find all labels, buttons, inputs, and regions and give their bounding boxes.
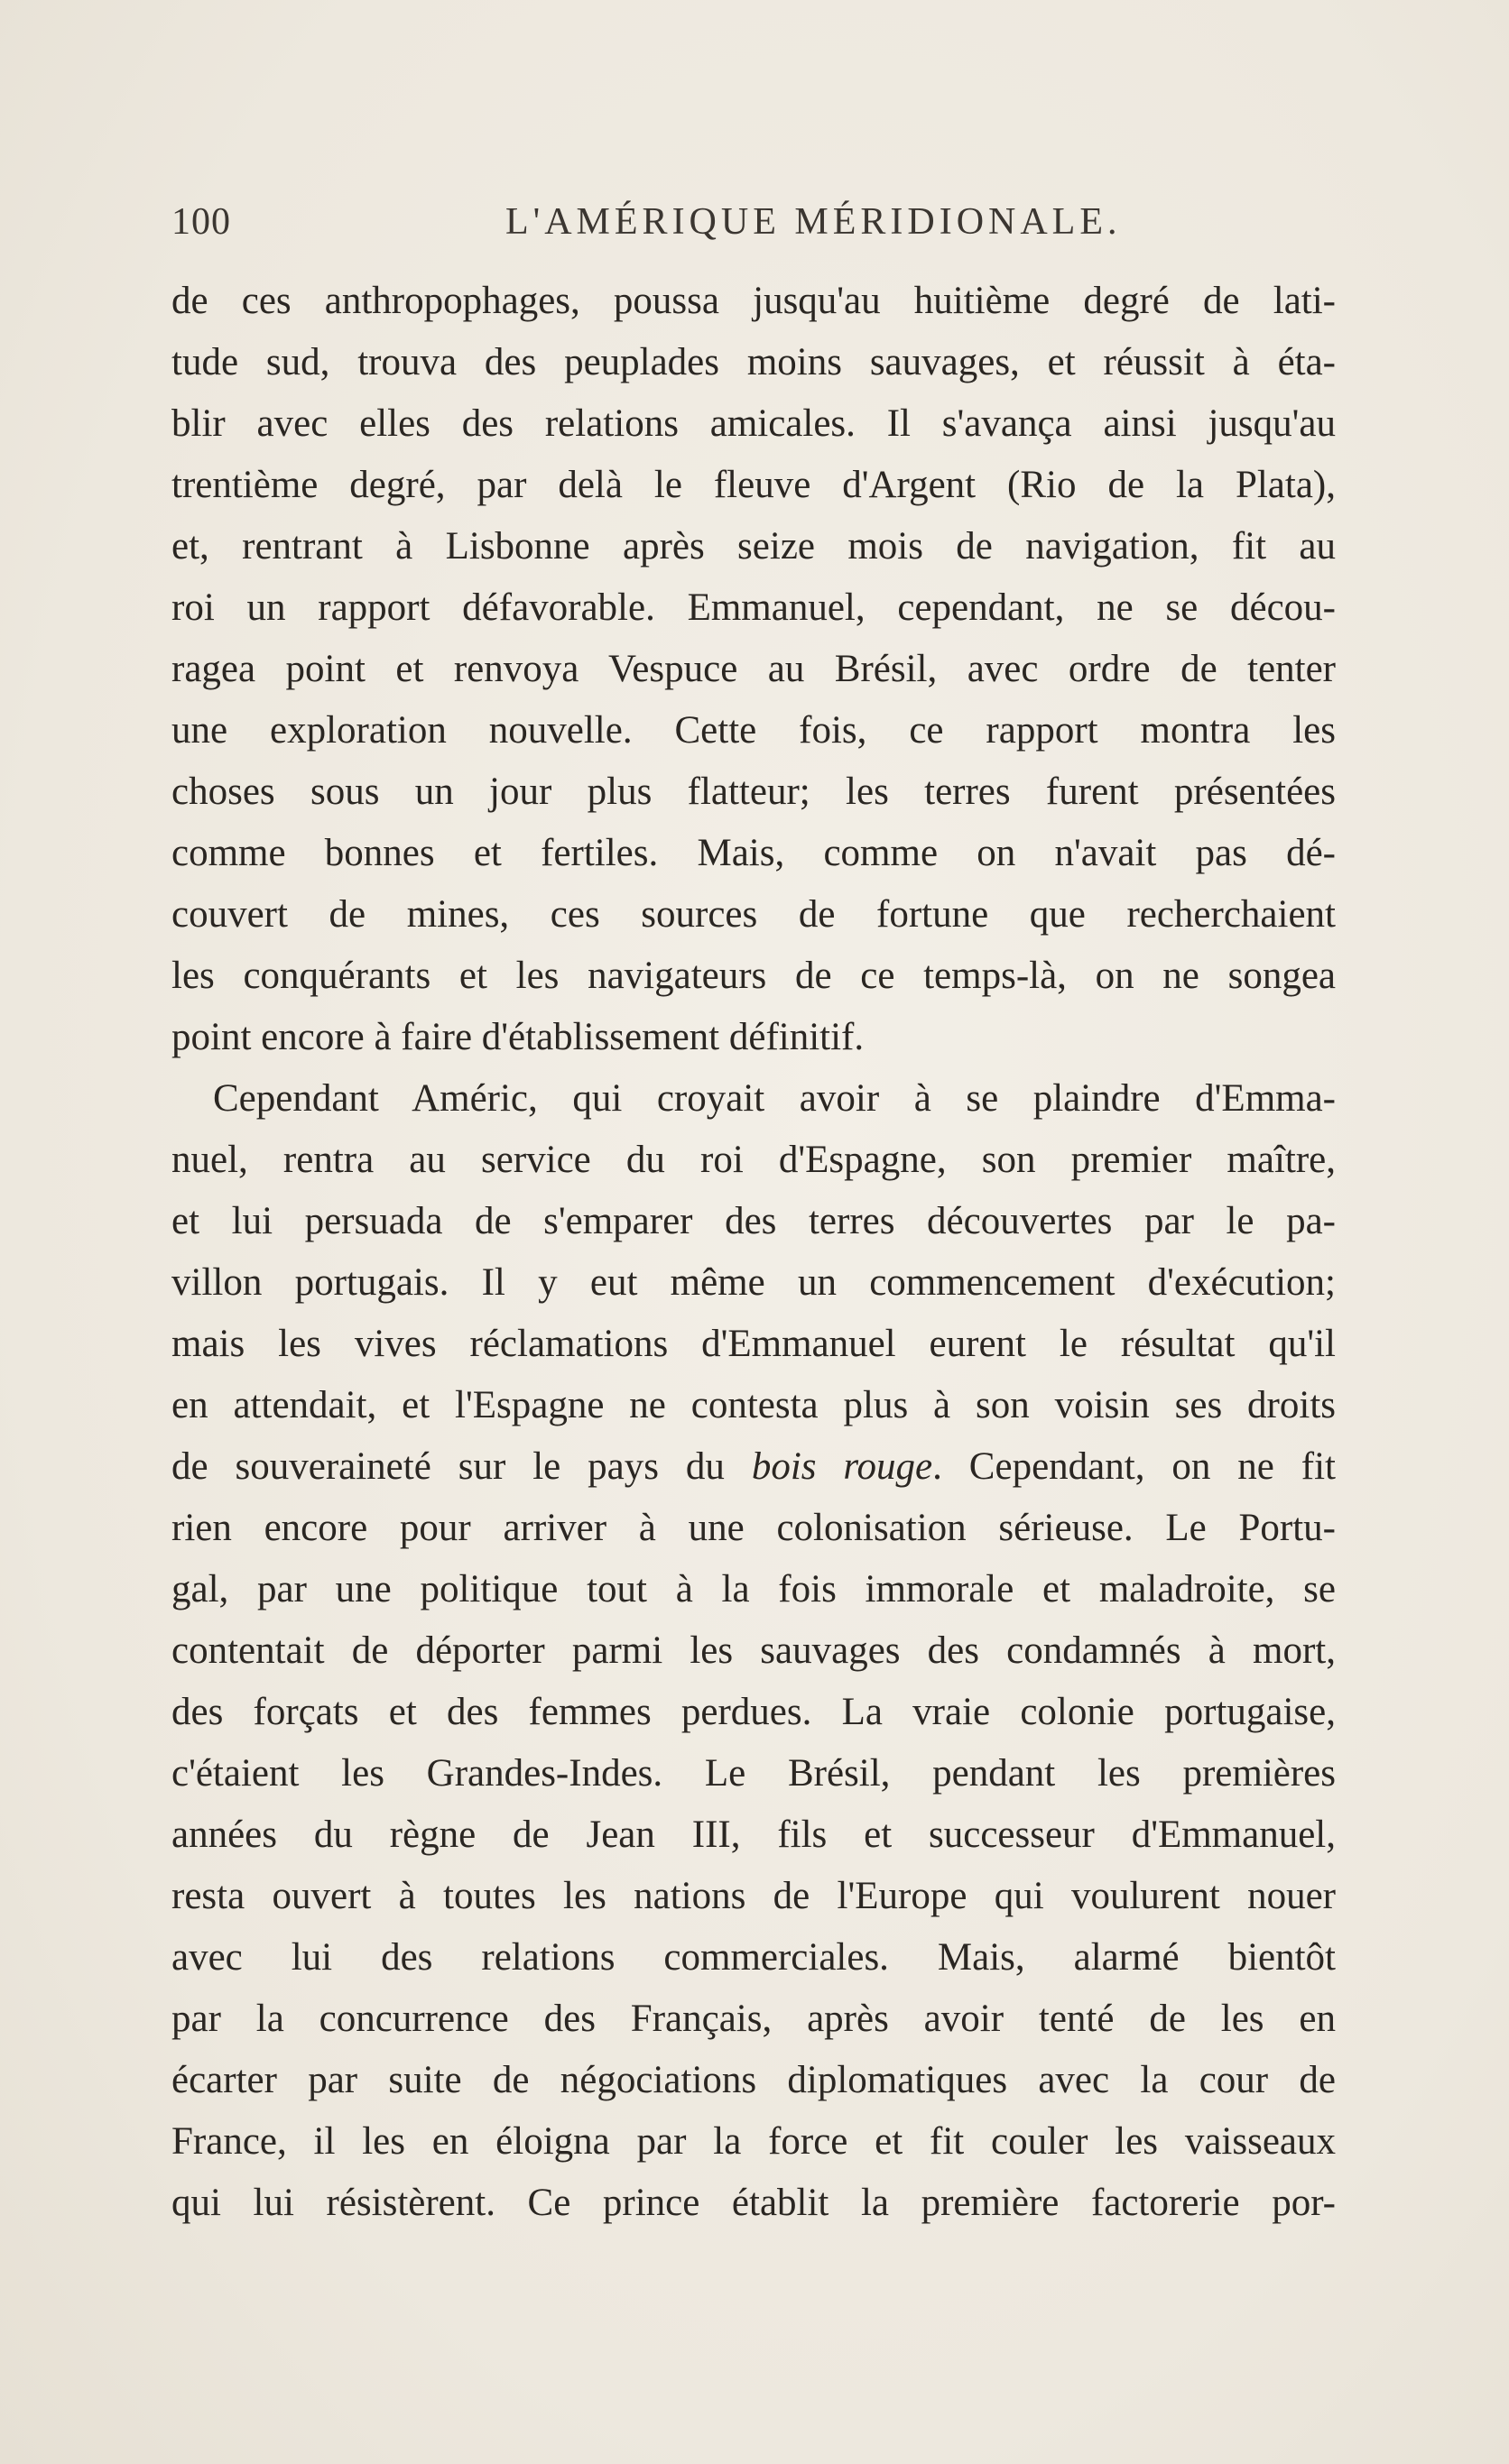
paragraph-2 xyxy=(171,1068,1336,2234)
text-line-with-italic xyxy=(171,1436,1336,1498)
text-line: nuel, rentra au service du roi d'Espagne, son premier maître, xyxy=(171,1139,1336,1181)
text-line: point encore à faire d'établissement définitif. xyxy=(171,1016,865,1058)
text-line: roi un rapport défavorable. Emmanuel, cependant, ne se décou- xyxy=(171,586,1336,629)
text-line: tude sud, trouva des peuplades moins sauvages, et réussit à éta- xyxy=(171,341,1336,383)
body-text xyxy=(171,271,1336,2234)
text-line: des forçats et des femmes perdues. La vraie colonie portugaise, xyxy=(171,1691,1336,1733)
text-line: villon portugais. Il y eut même un commencement d'exécution; xyxy=(171,1261,1336,1304)
text-line: trentième degré, par delà le fleuve d'Argent (Rio de la Plata), xyxy=(171,464,1336,506)
text-segment: de souveraineté sur le pays du xyxy=(171,1445,752,1488)
text-line: de ces anthropophages, poussa jusqu'au huitième degré de lati- xyxy=(171,280,1336,322)
text-line: années du règne de Jean III, fils et successeur d'Emmanuel, xyxy=(171,1813,1336,1856)
text-line: et, rentrant à Lisbonne après seize mois de navigation, fit au xyxy=(171,525,1336,568)
text-line: c'étaient les Grandes-Indes. Le Brésil, pendant les premières xyxy=(171,1752,1336,1795)
running-header xyxy=(171,200,1345,254)
text-line: choses sous un jour plus flatteur; les terres furent présentées xyxy=(171,771,1336,813)
text-line: par la concurrence des Français, après avoir tenté de les en xyxy=(171,1998,1336,2040)
text-segment: . Cependant, on ne fit xyxy=(932,1445,1336,1488)
text-line: qui lui résistèrent. Ce prince établit la première factorerie por- xyxy=(171,2182,1336,2224)
running-title: L'AMÉRIQUE MÉRIDIONALE. xyxy=(505,201,1122,243)
text-line: écarter par suite de négociations diplomatiques avec la cour de xyxy=(171,2059,1336,2101)
text-line: blir avec elles des relations amicales. Il s'avança ainsi jusqu'au xyxy=(171,402,1336,445)
text-line: en attendait, et l'Espagne ne contesta plus à son voisin ses droits xyxy=(171,1384,1336,1426)
text-line: comme bonnes et fertiles. Mais, comme on n'avait pas dé- xyxy=(171,832,1336,874)
page-number: 100 xyxy=(171,201,231,243)
text-line: ragea point et renvoya Vespuce au Brésil, avec ordre de tenter xyxy=(171,648,1336,690)
text-line: rien encore pour arriver à une colonisation sérieuse. Le Portu- xyxy=(171,1507,1336,1549)
text-line: une exploration nouvelle. Cette fois, ce rapport montra les xyxy=(171,709,1336,752)
text-line: gal, par une politique tout à la fois immorale et maladroite, se xyxy=(171,1568,1336,1610)
text-line: Cependant Améric, qui croyait avoir à se plaindre d'Emma- xyxy=(213,1077,1336,1120)
text-line: les conquérants et les navigateurs de ce temps-là, on ne songea xyxy=(171,955,1336,997)
text-line: mais les vives réclamations d'Emmanuel eurent le résultat qu'il xyxy=(171,1323,1336,1365)
text-line: contentait de déporter parmi les sauvages des condamnés à mort, xyxy=(171,1629,1336,1672)
text-line: et lui persuada de s'emparer des terres découvertes par le pa- xyxy=(171,1200,1336,1242)
text-line: avec lui des relations commerciales. Mais, alarmé bientôt xyxy=(171,1936,1336,1979)
italic-term: bois rouge xyxy=(751,1445,933,1488)
text-line: France, il les en éloigna par la force et fit couler les vaisseaux xyxy=(171,2120,1336,2163)
text-line: resta ouvert à toutes les nations de l'Europe qui voulurent nouer xyxy=(171,1875,1336,1917)
paragraph-1 xyxy=(171,271,1336,1068)
text-line: couvert de mines, ces sources de fortune que recherchaient xyxy=(171,893,1336,936)
